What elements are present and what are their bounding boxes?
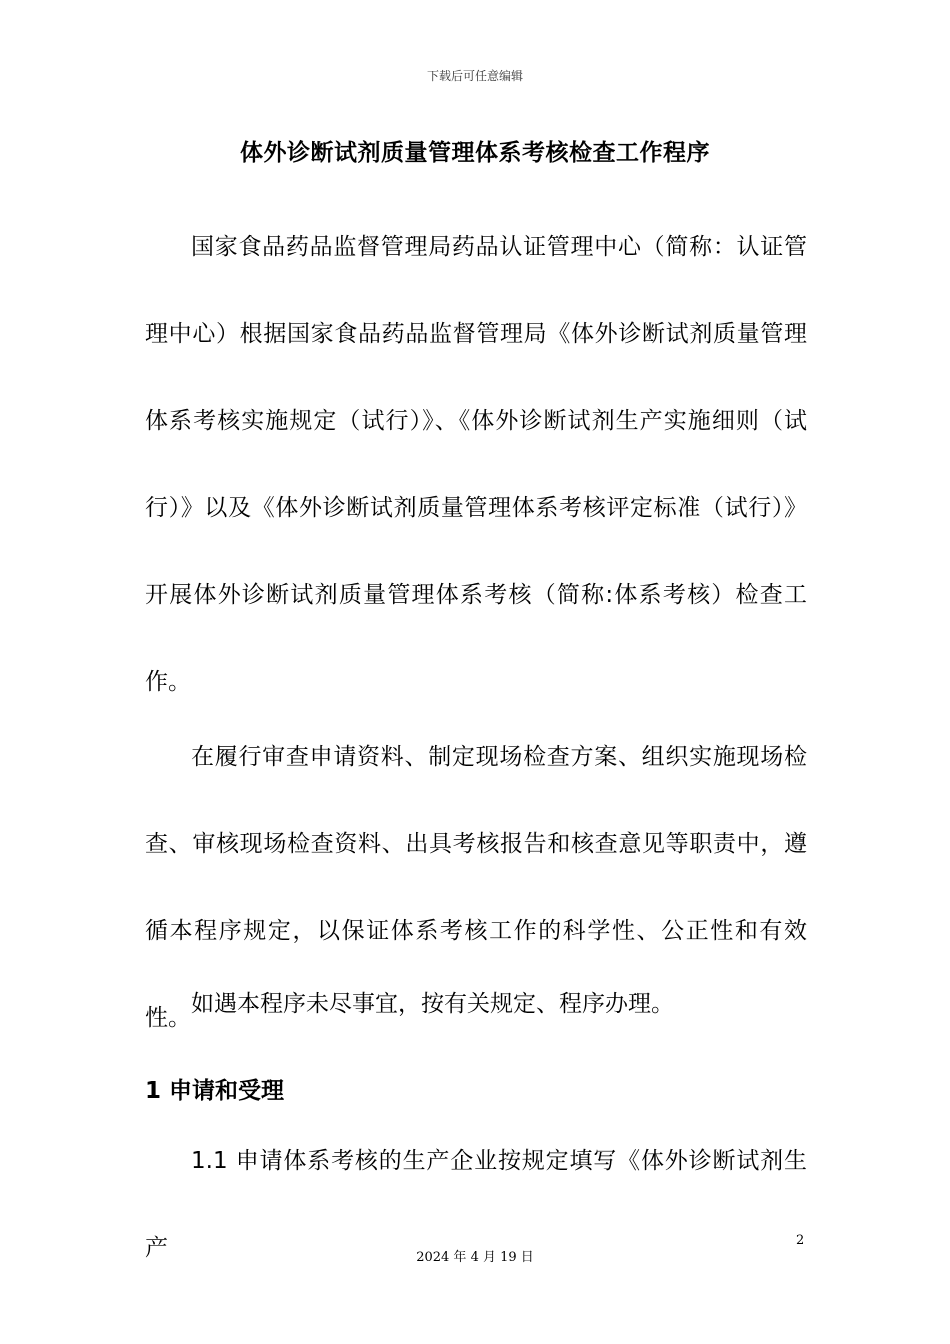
paragraph-intro: 国家食品药品监督管理局药品认证管理中心（简称：认证管理中心）根据国家食品药品监督管理局《体外诊断试剂质量管理体系考核实施规定（试行）》、《体外诊断试剂生产实施细则（试行）》以及《体外诊断试剂质量管理体系考核评定标准（试行）》开展体外诊断试剂质量管理体系考核（简称:体系考核）检查工作。 bbox=[145, 234, 807, 695]
footer-date: 2024 年 4 月 19 日 bbox=[416, 1250, 534, 1265]
document-title: 体外诊断试剂质量管理体系考核检查工作程序 bbox=[240, 140, 710, 166]
section-heading-application: 1 申请和受理 bbox=[145, 1078, 285, 1104]
header-note: 下载后可任意编辑 bbox=[426, 69, 523, 83]
paragraph-other-matters: 如遇本程序未尽事宜，按有关规定、程序办理。 bbox=[191, 991, 674, 1017]
paragraph-section-1-1: 1.1 申请体系考核的生产企业按规定填写《体外诊断试剂生产 bbox=[145, 1148, 807, 1261]
page-number: 2 bbox=[796, 1233, 805, 1248]
paragraph-duties: 在履行审查申请资料、制定现场检查方案、组织实施现场检查、审核现场检查资料、出具考核报告和核查意见等职责中，遵循本程序规定，以保证体系考核工作的科学性、公正性和有效性。 bbox=[145, 744, 807, 1031]
